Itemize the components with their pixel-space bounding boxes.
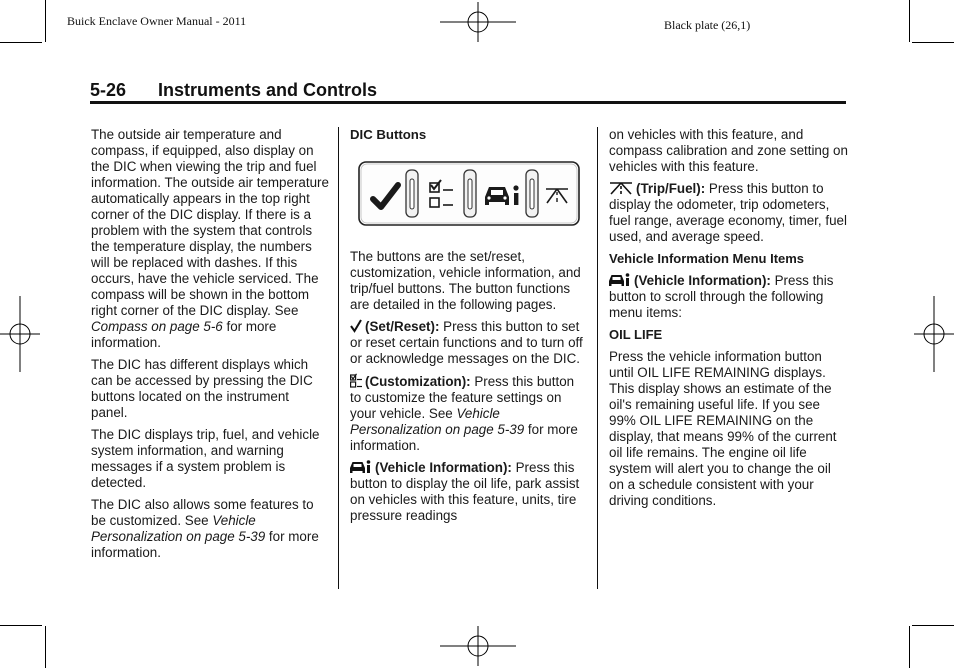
trip-fuel-item: (Trip/Fuel): Press this button to display the odometer, trip odometers, fuel range, average economy, timer, fuel used, and average speed.: [609, 181, 847, 244]
column-3: [609, 127, 849, 515]
crop-mark: [909, 0, 910, 42]
vehicle-info-icon: [350, 460, 372, 474]
trip-fuel-icon: [609, 181, 633, 195]
crop-mark: [912, 625, 954, 626]
plate-label: Black plate (26,1): [664, 18, 751, 32]
registration-mark: [914, 296, 954, 372]
paragraph: The buttons are the set/reset, customization, vehicle information, and trip/fuel buttons. The button functions are detailed in the following pages.: [350, 249, 581, 312]
registration-mark: [440, 2, 516, 42]
section-heading: [90, 80, 377, 101]
section-title: Instruments and Controls: [158, 80, 378, 100]
cross-reference-link[interactable]: Vehicle Personalization on page 5-39: [91, 513, 266, 544]
crop-mark: [909, 626, 910, 668]
crop-mark: [912, 42, 954, 43]
vehicle-information-item: (Vehicle Information): Press this button to display the oil life, park assist on vehicles with this feature, units, tire pressure readings: [350, 460, 580, 523]
vehicle-info-icon: [609, 273, 631, 287]
oil-life-heading: OIL LIFE: [609, 327, 663, 342]
paragraph: on vehicles with this feature, and compass calibration and zone setting on vehicles with this feature.: [609, 127, 848, 174]
crop-mark: [45, 626, 46, 668]
cross-reference-link[interactable]: Compass on page 5-6: [91, 319, 223, 334]
paragraph: Press the vehicle information button until OIL LIFE REMAINING displays. This display shows an estimate of the oil's remaining useful life. If you see 99% OIL LIFE REMAINING on the display, that means 99% of the current oil life remains. The engine oil life system will alert you to change the oil on a schedule consistent with your driving conditions.: [609, 349, 837, 508]
column-divider: [597, 127, 598, 589]
column-1: [91, 127, 329, 567]
paragraph: The DIC displays trip, fuel, and vehicle system information, and warning messages if a system problem is detected.: [91, 427, 320, 490]
registration-mark: [440, 626, 516, 666]
crop-mark: [45, 0, 46, 42]
column-divider: [338, 127, 339, 589]
cross-reference-link[interactable]: Vehicle Personalization on page 5-39: [350, 406, 525, 437]
customization-item: (Customization): Press this button to customize the feature settings on your vehicle. See Vehicle Personalization on page 5-39 for more information.: [350, 374, 578, 453]
column-2: [350, 127, 586, 530]
checkmark-icon: [350, 319, 362, 333]
dic-buttons-illustration: [358, 161, 580, 227]
checklist-icon: [350, 373, 362, 388]
dic-buttons-heading: DIC Buttons: [350, 127, 427, 142]
paragraph: The outside air temperature and compass, if equipped, also display on the DIC when viewing the trip and fuel information. The outside air temperature automatically appears in the top right corner of the DIC display. If there is a problem with the system that controls the temperature display, the numbers will be replaced with dashes. If this occurs, have the vehicle serviced. The compass will be shown in the bottom right corner of the DIC display. See Compass on page 5-6 for more information.: [91, 127, 329, 350]
paragraph: The DIC also allows some features to be customized. See Vehicle Personalization on page 5-39 for more information.: [91, 497, 319, 560]
heading-rule: [90, 101, 846, 104]
paragraph: The DIC has different displays which can be accessed by pressing the DIC buttons located on the instrument panel.: [91, 357, 313, 420]
vehicle-information-menu-heading: Vehicle Information Menu Items: [609, 251, 805, 266]
crop-mark: [0, 625, 42, 626]
crop-mark: [0, 42, 42, 43]
section-number: 5-26: [90, 80, 127, 100]
set-reset-item: (Set/Reset): Press this button to set or reset certain functions and to turn off or acknowledge messages on the DIC.: [350, 319, 583, 366]
registration-mark: [0, 296, 40, 372]
vehicle-information-item: (Vehicle Information): Press this button to scroll through the following menu items:: [609, 273, 834, 320]
manual-title: Buick Enclave Owner Manual - 2011: [67, 14, 247, 28]
